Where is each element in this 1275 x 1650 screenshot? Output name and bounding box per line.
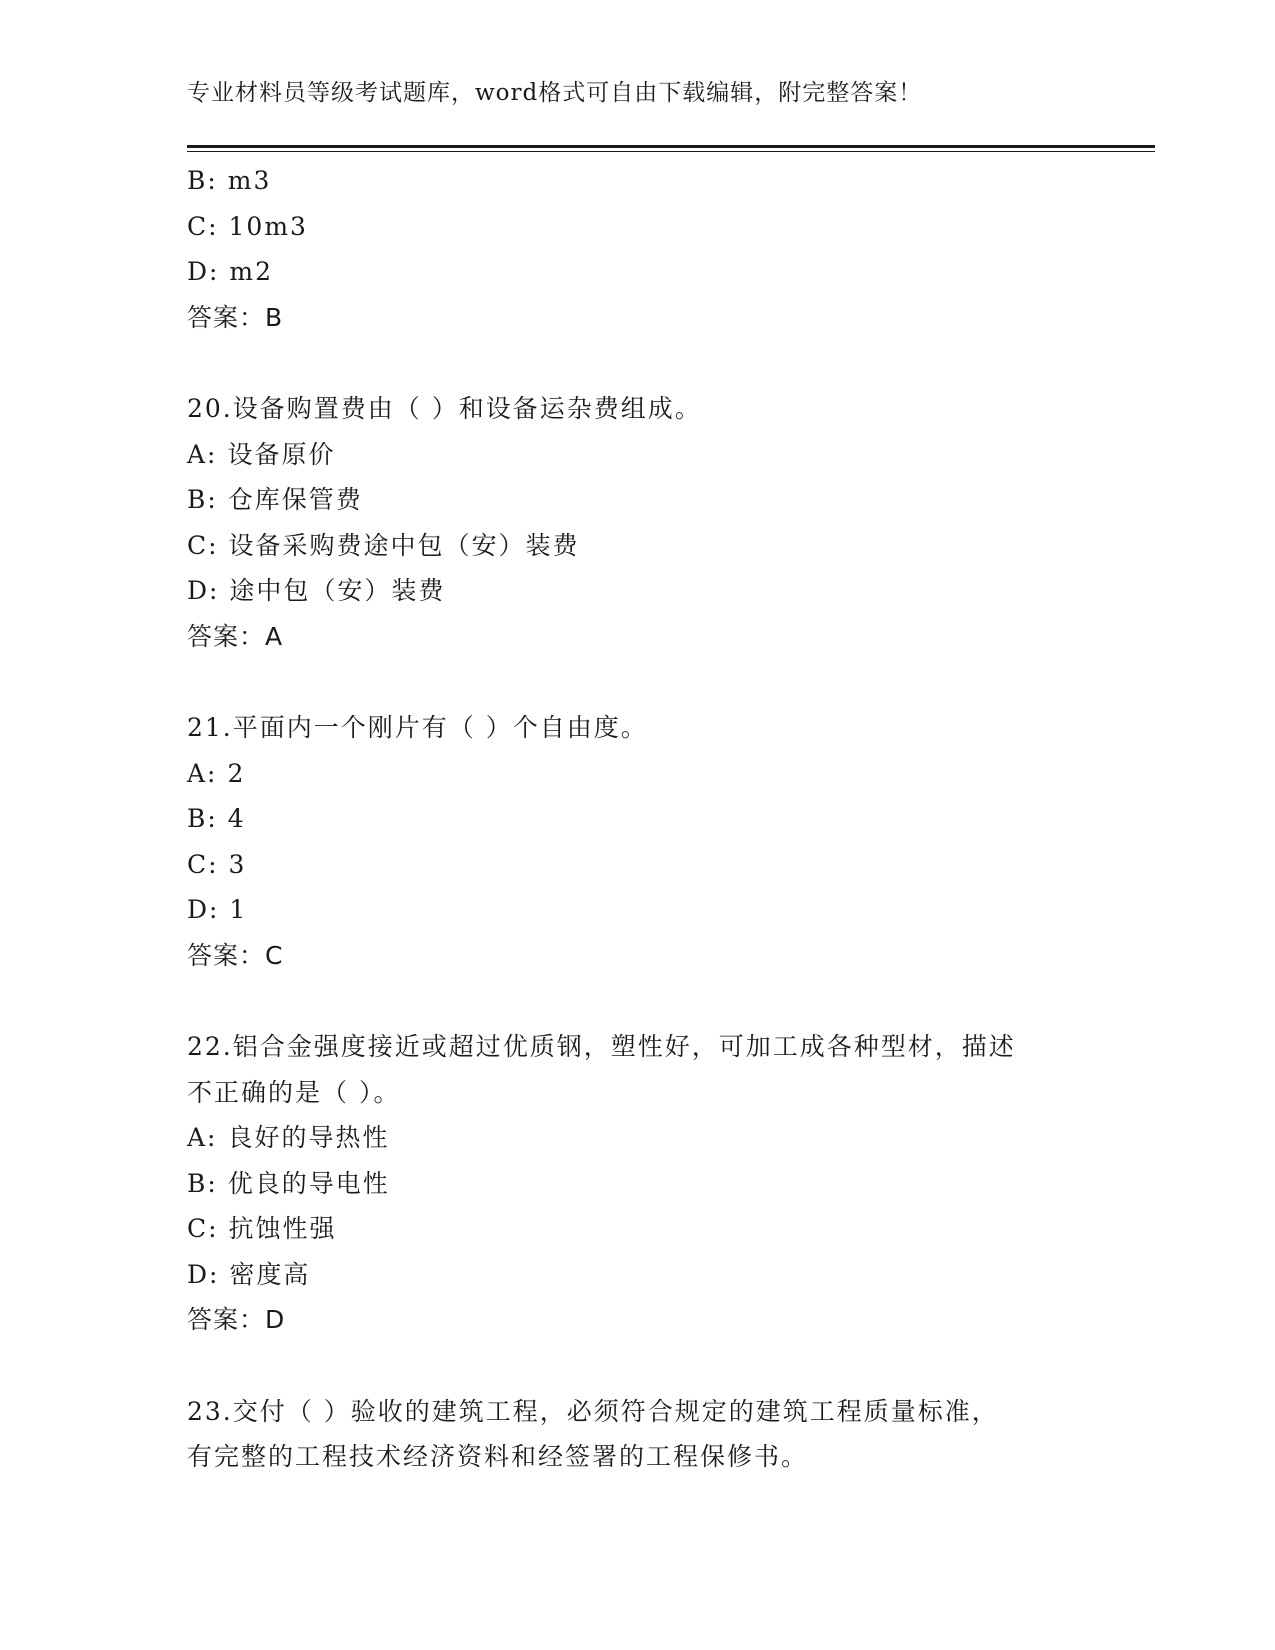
option-label: C: [187,849,219,879]
option-label: A: [187,439,218,469]
option-label: B: [187,1168,218,1198]
option-text: 3 [228,849,247,879]
question-stem: 20.设备购置费由（ ）和设备运杂费组成。 [187,394,702,423]
question-content [187,158,1087,1480]
header-rule-thin [187,151,1155,152]
question-stem-continued: 有完整的工程技术经济资料和经签署的工程保修书。 [187,1442,809,1471]
spacer [187,1343,1087,1389]
option-label: B: [187,804,218,833]
option-line [187,158,1087,204]
option-line [187,477,1087,523]
option-label: A: [187,758,218,788]
option-label: D: [187,895,220,924]
option-label: D: [187,576,220,605]
option-text: 4 [227,804,246,833]
option-text: 途中包（安）装费 [229,576,446,605]
spacer [187,978,1087,1024]
option-label: B: [187,485,218,514]
spacer [187,659,1087,705]
answer-line: 答案：C [187,940,284,970]
option-label: C: [187,1214,219,1243]
option-text: 10m3 [228,211,308,241]
header-rule-thick [187,145,1155,148]
option-label: A: [187,1123,218,1152]
answer-line: 答案：D [187,1305,286,1334]
question-stem: 23.交付（ ）验收的建筑工程，必须符合规定的建筑工程质量标准， [187,1396,999,1426]
option-text: 密度高 [229,1259,311,1289]
option-label: C: [187,211,219,241]
option-line [187,887,1087,933]
option-line [187,523,1087,569]
option-text: m2 [229,257,274,286]
option-line [187,842,1087,888]
option-text: 优良的导电性 [227,1168,390,1198]
option-line [187,1252,1087,1298]
page-header: 专业材料员等级考试题库，word格式可自由下载编辑，附完整答案！ [187,80,923,106]
option-line [187,432,1087,478]
option-line [187,249,1087,295]
option-text: 2 [227,758,246,788]
spacer [187,340,1087,386]
option-text: 设备原价 [227,439,336,469]
question-stem: 22.铝合金强度接近或超过优质钢，塑性好，可加工成各种型材，描述 [187,1032,1016,1061]
option-label: D: [187,1259,220,1289]
option-text: 良好的导热性 [227,1123,390,1152]
option-line [187,1161,1087,1207]
option-line [187,1206,1087,1252]
option-text: 设备采购费途中包（安）装费 [228,530,580,560]
option-line [187,751,1087,797]
option-line [187,796,1087,842]
answer-line: 答案：B [187,302,284,332]
option-text: 1 [229,895,248,924]
option-line [187,568,1087,614]
option-label: C: [187,530,219,560]
option-label: D: [187,257,220,286]
option-text: m3 [227,166,272,195]
question-stem: 21.平面内一个刚片有（ ）个自由度。 [187,713,648,742]
question-stem-continued: 不正确的是（ ）。 [187,1077,401,1107]
option-line [187,1115,1087,1161]
option-text: 仓库保管费 [227,485,363,514]
answer-line: 答案：A [187,621,284,651]
option-label: B: [187,166,218,195]
option-line [187,204,1087,250]
option-text: 抗蚀性强 [228,1214,337,1243]
